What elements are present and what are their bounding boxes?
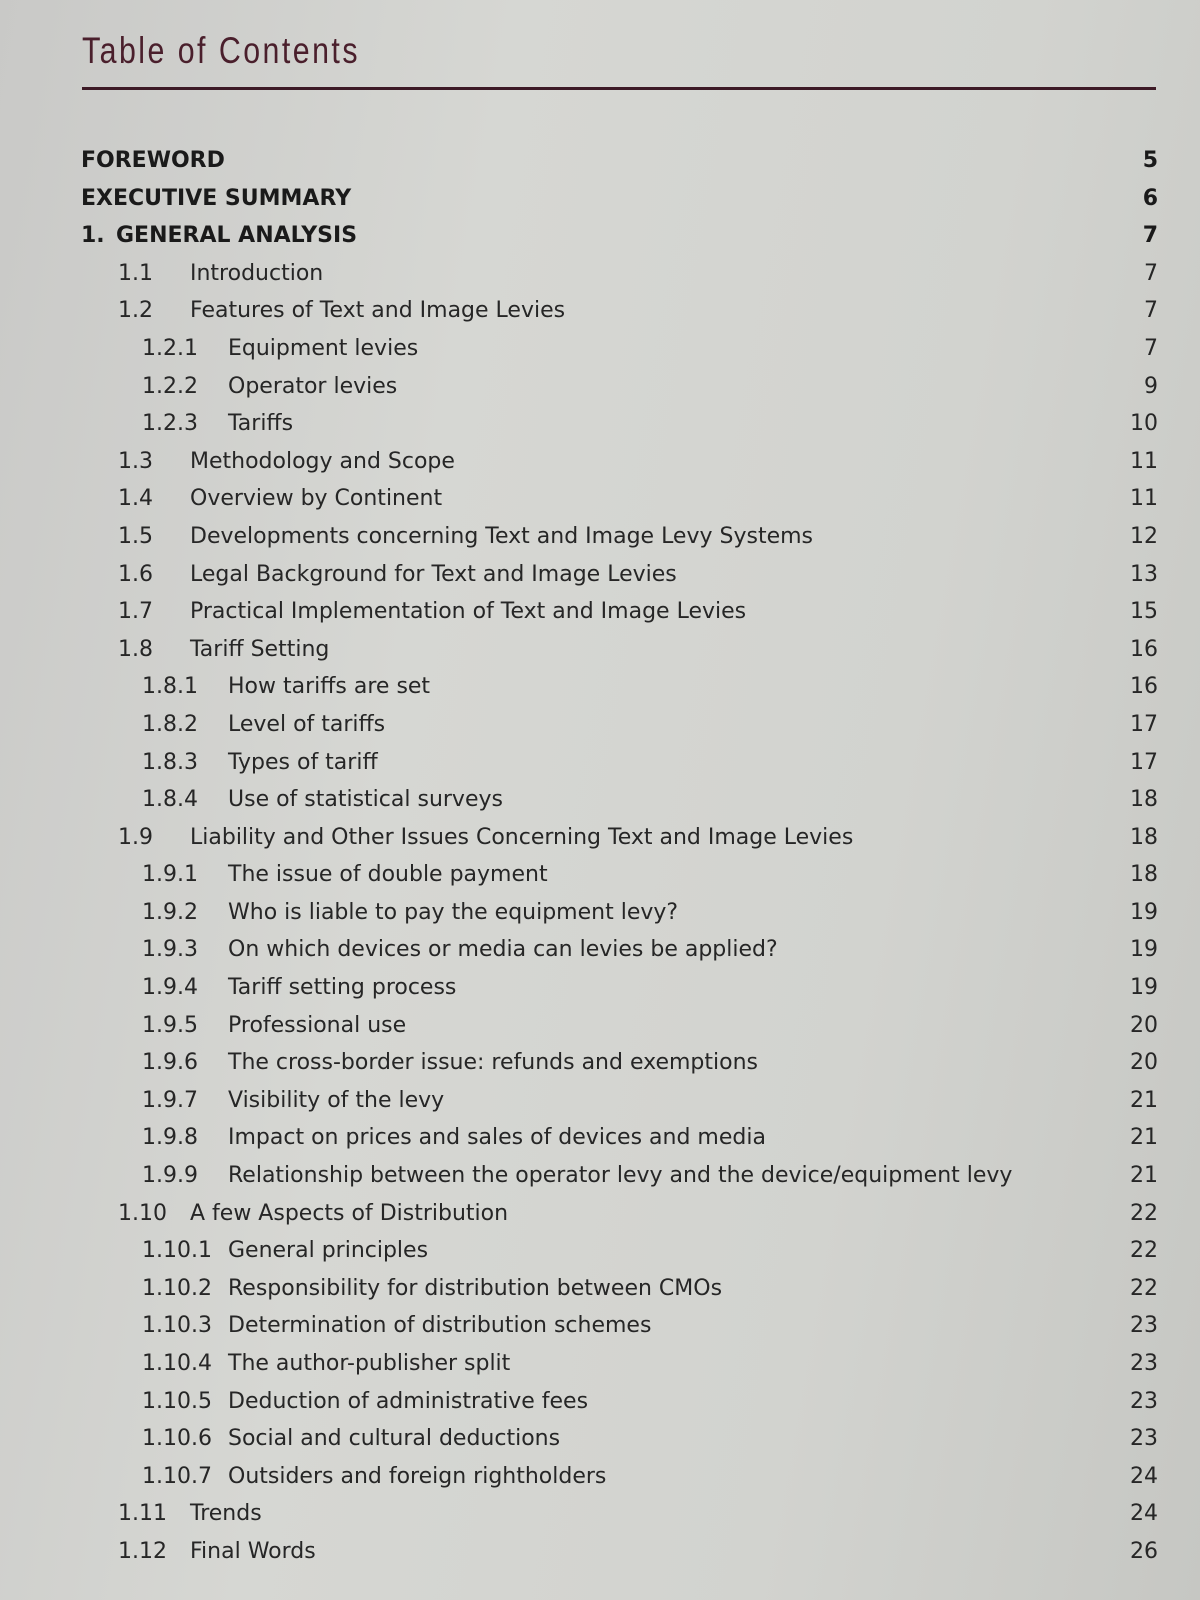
toc-entry-page-number: 24 bbox=[1130, 1501, 1158, 1527]
toc-entry-number: 1.4 bbox=[118, 486, 153, 512]
toc-entry-page-number: 20 bbox=[1130, 1050, 1158, 1076]
toc-entry-page-number: 12 bbox=[1130, 523, 1158, 549]
toc-entry-number: 1.9 bbox=[118, 824, 153, 850]
toc-entry-title: Social and cultural deductions bbox=[228, 1426, 561, 1452]
toc-entry-title: Impact on prices and sales of devices and media bbox=[228, 1125, 766, 1151]
toc-entry-number: 1.9.9 bbox=[142, 1163, 198, 1189]
toc-entry bbox=[0, 292, 1200, 330]
toc-entry-title: Legal Background for Text and Image Levies bbox=[190, 561, 677, 587]
toc-entry-page-number: 23 bbox=[1130, 1388, 1158, 1414]
toc-entry-title: Professional use bbox=[228, 1012, 407, 1038]
toc-entry-page-number: 19 bbox=[1130, 975, 1158, 1001]
toc-entry-number: 1.6 bbox=[118, 561, 153, 587]
toc-entry-page-number: 18 bbox=[1130, 787, 1158, 813]
toc-entry bbox=[0, 1533, 1200, 1571]
toc-entry-number: 1.10.7 bbox=[142, 1463, 212, 1489]
toc-entry-page-number: 6 bbox=[1142, 185, 1158, 211]
toc-entry-page-number: 26 bbox=[1130, 1538, 1158, 1564]
toc-entry-number: 1.9.4 bbox=[142, 975, 198, 1001]
toc-entry-number: 1.10.5 bbox=[142, 1388, 212, 1414]
toc-entry-page-number: 19 bbox=[1130, 899, 1158, 925]
toc-entry bbox=[0, 142, 1200, 180]
toc-entry-number: 1.10.2 bbox=[142, 1275, 212, 1301]
toc-entry-number: 1.9.3 bbox=[142, 937, 198, 963]
toc-entry-number: 1.2.1 bbox=[142, 335, 198, 361]
toc-entry-number: 1.9.1 bbox=[142, 862, 198, 888]
toc-entry-title: GENERAL ANALYSIS bbox=[116, 223, 358, 249]
toc-entry-number: 1.2.3 bbox=[142, 411, 198, 437]
toc-entry-title: How tariffs are set bbox=[228, 674, 431, 700]
toc-entry-number: 1.8.1 bbox=[142, 674, 198, 700]
toc-entry bbox=[0, 969, 1200, 1007]
toc-entry-page-number: 7 bbox=[1142, 223, 1158, 249]
toc-entry bbox=[0, 631, 1200, 669]
toc-entry-number: 1.1 bbox=[118, 260, 153, 286]
toc-entry-title: Relationship between the operator levy and the device/equipment levy bbox=[228, 1163, 1013, 1189]
toc-entry-title: FOREWORD bbox=[81, 148, 225, 173]
toc-entry-title: Tariff setting process bbox=[228, 975, 457, 1001]
toc-entry-page-number: 24 bbox=[1130, 1463, 1158, 1489]
toc-entry-number: 1.11 bbox=[118, 1501, 167, 1527]
toc-entry-title: Final Words bbox=[190, 1538, 316, 1564]
toc-entry bbox=[0, 1195, 1200, 1233]
toc-entry-page-number: 21 bbox=[1130, 1087, 1158, 1113]
toc-entry-page-number: 11 bbox=[1130, 448, 1158, 474]
toc-entry-title: Features of Text and Image Levies bbox=[190, 298, 566, 324]
toc-entry-page-number: 22 bbox=[1130, 1200, 1158, 1226]
toc-entry-number: 1.5 bbox=[118, 523, 153, 549]
toc-entry-number: 1.9.5 bbox=[142, 1012, 198, 1038]
toc-entry bbox=[0, 330, 1200, 368]
toc-entry bbox=[0, 443, 1200, 481]
toc-entry-page-number: 9 bbox=[1144, 373, 1158, 399]
toc-entry-page-number: 20 bbox=[1130, 1012, 1158, 1038]
toc-list bbox=[0, 142, 1200, 1571]
toc-entry bbox=[0, 856, 1200, 894]
toc-entry-title: Tariffs bbox=[228, 411, 294, 437]
toc-entry-title: The cross-border issue: refunds and exemptions bbox=[228, 1050, 758, 1076]
toc-entry bbox=[0, 217, 1200, 255]
toc-entry-page-number: 11 bbox=[1130, 486, 1158, 512]
toc-entry-page-number: 22 bbox=[1130, 1275, 1158, 1301]
toc-entry bbox=[0, 593, 1200, 631]
toc-entry bbox=[0, 894, 1200, 932]
toc-entry-page-number: 21 bbox=[1130, 1163, 1158, 1189]
toc-entry-page-number: 7 bbox=[1144, 260, 1158, 286]
toc-entry-title: Overview by Continent bbox=[190, 486, 443, 512]
toc-entry-page-number: 23 bbox=[1130, 1351, 1158, 1376]
toc-entry bbox=[0, 405, 1200, 443]
toc-entry-title: Determination of distribution schemes bbox=[228, 1313, 652, 1339]
toc-entry-page-number: 21 bbox=[1130, 1125, 1158, 1151]
toc-entry bbox=[0, 518, 1200, 556]
toc-entry bbox=[0, 744, 1200, 782]
page-title: Table of Contents bbox=[82, 30, 360, 71]
toc-entry-title: Use of statistical surveys bbox=[228, 787, 503, 813]
toc-entry bbox=[0, 819, 1200, 857]
toc-entry-page-number: 19 bbox=[1130, 937, 1158, 963]
toc-entry-number: 1.8.2 bbox=[142, 711, 198, 737]
toc-entry-number: 1.10.6 bbox=[142, 1426, 212, 1452]
toc-entry-title: Trends bbox=[190, 1501, 262, 1527]
toc-entry-page-number: 18 bbox=[1130, 824, 1158, 850]
toc-entry-page-number: 10 bbox=[1130, 411, 1158, 437]
toc-entry-number: 1.10.1 bbox=[142, 1238, 212, 1264]
toc-entry-number: 1.10 bbox=[118, 1200, 167, 1226]
toc-entry-page-number: 22 bbox=[1130, 1238, 1158, 1264]
toc-entry-title: A few Aspects of Distribution bbox=[190, 1200, 509, 1226]
toc-entry-title: Methodology and Scope bbox=[190, 448, 455, 474]
toc-entry-page-number: 17 bbox=[1130, 711, 1158, 737]
toc-entry-number: 1.9.6 bbox=[142, 1050, 198, 1076]
toc-entry-page-number: 15 bbox=[1130, 599, 1158, 625]
toc-entry-title: General principles bbox=[228, 1238, 429, 1264]
toc-entry bbox=[0, 1007, 1200, 1045]
toc-entry bbox=[0, 1232, 1200, 1270]
toc-entry-title: Level of tariffs bbox=[228, 711, 386, 737]
toc-entry bbox=[0, 1420, 1200, 1458]
toc-entry bbox=[0, 1119, 1200, 1157]
toc-entry-number: 1.2 bbox=[118, 298, 153, 324]
toc-entry-page-number: 23 bbox=[1130, 1426, 1158, 1452]
toc-entry-title: On which devices or media can levies be applied? bbox=[228, 937, 778, 963]
toc-entry-title: Who is liable to pay the equipment levy? bbox=[228, 899, 679, 925]
toc-entry bbox=[0, 1458, 1200, 1496]
toc-entry-number: 1.9.8 bbox=[142, 1125, 198, 1151]
toc-entry-title: EXECUTIVE SUMMARY bbox=[81, 185, 352, 211]
toc-entry-number: 1.9.7 bbox=[142, 1087, 198, 1113]
toc-entry-number: 1.9.2 bbox=[142, 899, 198, 925]
toc-entry-page-number: 7 bbox=[1144, 335, 1158, 361]
toc-entry bbox=[0, 1044, 1200, 1082]
toc-entry-title: Types of tariff bbox=[228, 749, 378, 775]
toc-entry bbox=[0, 1383, 1200, 1421]
toc-entry bbox=[0, 931, 1200, 969]
toc-entry-number: 1.2.2 bbox=[142, 373, 198, 399]
toc-entry bbox=[0, 480, 1200, 518]
toc-entry-page-number: 16 bbox=[1130, 636, 1158, 662]
toc-entry-title: Introduction bbox=[190, 260, 324, 286]
toc-entry-number: 1.3 bbox=[118, 448, 153, 474]
toc-entry bbox=[0, 1270, 1200, 1308]
toc-entry-page-number: 23 bbox=[1130, 1313, 1158, 1339]
toc-entry-number: 1.12 bbox=[118, 1538, 167, 1564]
toc-entry-page-number: 18 bbox=[1130, 862, 1158, 888]
toc-entry bbox=[0, 1157, 1200, 1195]
toc-entry-number: 1.8.3 bbox=[142, 749, 198, 775]
toc-entry-page-number: 13 bbox=[1130, 561, 1158, 587]
toc-entry-number: 1.8.4 bbox=[142, 787, 198, 813]
toc-entry bbox=[0, 706, 1200, 744]
toc-entry-title: Equipment levies bbox=[228, 335, 419, 361]
toc-entry-page-number: 5 bbox=[1142, 148, 1158, 173]
toc-entry-title: Liability and Other Issues Concerning Text and Image Levies bbox=[190, 824, 854, 850]
toc-entry-title: Operator levies bbox=[228, 373, 398, 399]
toc-entry bbox=[0, 1307, 1200, 1345]
toc-entry-title: Developments concerning Text and Image Levy Systems bbox=[190, 523, 814, 549]
toc-entry bbox=[0, 781, 1200, 819]
toc-entry bbox=[0, 368, 1200, 406]
toc-entry bbox=[0, 255, 1200, 293]
toc-entry bbox=[0, 180, 1200, 218]
toc-entry-page-number: 16 bbox=[1130, 674, 1158, 700]
toc-entry-title: Visibility of the levy bbox=[228, 1087, 445, 1113]
toc-entry bbox=[0, 1082, 1200, 1120]
toc-entry-title: Responsibility for distribution between CMOs bbox=[228, 1275, 723, 1301]
toc-entry bbox=[0, 1495, 1200, 1533]
toc-entry-number: 1.7 bbox=[118, 599, 153, 625]
toc-entry-title: Practical Implementation of Text and Image Levies bbox=[190, 599, 747, 625]
toc-entry-title: Tariff Setting bbox=[190, 636, 330, 662]
toc-entry-title: The issue of double payment bbox=[228, 862, 548, 888]
toc-entry bbox=[0, 556, 1200, 594]
toc-entry bbox=[0, 1345, 1200, 1383]
toc-entry-number: 1.10.3 bbox=[142, 1313, 212, 1339]
toc-entry-title: The author-publisher split bbox=[228, 1351, 511, 1376]
toc-entry-number: 1. bbox=[81, 223, 105, 249]
toc-entry-page-number: 7 bbox=[1144, 298, 1158, 324]
toc-entry-title: Deduction of administrative fees bbox=[228, 1388, 589, 1414]
toc-entry-number: 1.8 bbox=[118, 636, 153, 662]
toc-entry bbox=[0, 668, 1200, 706]
toc-entry-page-number: 17 bbox=[1130, 749, 1158, 775]
title-divider bbox=[82, 87, 1156, 90]
toc-entry-number: 1.10.4 bbox=[142, 1351, 212, 1376]
toc-entry-title: Outsiders and foreign rightholders bbox=[228, 1463, 607, 1489]
